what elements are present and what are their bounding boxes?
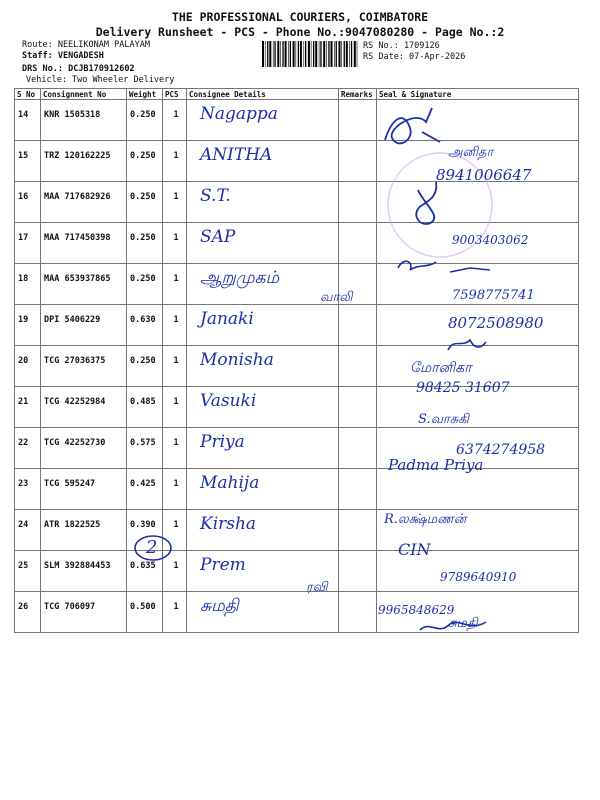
circled-number: 2 bbox=[146, 537, 158, 558]
cell-pcs: 1 bbox=[163, 469, 187, 510]
consignee-handwriting: Mahija bbox=[200, 473, 260, 493]
cell-weight: 0.390 bbox=[127, 510, 163, 551]
cell-pcs: 1 bbox=[163, 182, 187, 223]
cell-pcs: 1 bbox=[163, 223, 187, 264]
signature-row14 bbox=[385, 108, 440, 143]
consignee-handwriting: Vasuki bbox=[200, 391, 257, 411]
cell-consignment-no: KNR 1505318 bbox=[41, 100, 127, 141]
row23-signature: Padma Priya bbox=[388, 456, 484, 474]
cell-weight: 0.485 bbox=[127, 387, 163, 428]
cell-pcs: 1 bbox=[163, 551, 187, 592]
col-pcs: PCS bbox=[163, 89, 187, 100]
rs-date: RS Date: 07-Apr-2026 bbox=[363, 52, 466, 62]
cell-weight: 0.635 bbox=[127, 551, 163, 592]
col-signature: Seal & Signature bbox=[377, 89, 579, 100]
signature-row18 bbox=[398, 261, 490, 272]
col-consignment: Consignment No bbox=[41, 89, 127, 100]
cell-weight: 0.250 bbox=[127, 141, 163, 182]
cell-sno: 20 bbox=[15, 346, 41, 387]
row18-phone: 7598775741 bbox=[452, 288, 535, 303]
cell-consignment-no: TCG 706097 bbox=[41, 592, 127, 633]
row23-tamil-note: R.லக்ஷ்மணன் bbox=[384, 512, 467, 527]
runsheet-subtitle: Delivery Runsheet - PCS - Phone No.:9047080280 - Page No.:2 bbox=[95, 25, 505, 39]
cell-weight: 0.250 bbox=[127, 223, 163, 264]
drs-value: DCJB170912602 bbox=[68, 64, 135, 74]
cell-pcs: 1 bbox=[163, 592, 187, 633]
cell-weight: 0.500 bbox=[127, 592, 163, 633]
consignee-handwriting: சுமதி bbox=[200, 596, 239, 616]
cell-sno: 18 bbox=[15, 264, 41, 305]
cell-consignment-no: SLM 392884453 bbox=[41, 551, 127, 592]
signature-row16 bbox=[416, 182, 436, 224]
vehicle-text: Vehicle: Two Wheeler Delivery bbox=[26, 75, 175, 85]
cell-sno: 26 bbox=[15, 592, 41, 633]
row21-signature: S.வாசுகி bbox=[418, 412, 469, 427]
cell-pcs: 1 bbox=[163, 428, 187, 469]
cell-sno: 16 bbox=[15, 182, 41, 223]
cell-weight: 0.250 bbox=[127, 346, 163, 387]
row20-phone: 98425 31607 bbox=[416, 380, 510, 396]
signature-row19 bbox=[448, 340, 486, 350]
consignee-handwriting: ஆறுமுகம் bbox=[200, 268, 280, 288]
row17-phone: 9003403062 bbox=[452, 233, 529, 247]
cell-weight: 0.250 bbox=[127, 264, 163, 305]
row24-signature: CIN bbox=[398, 540, 431, 559]
cell-sno: 24 bbox=[15, 510, 41, 551]
cell-pcs: 1 bbox=[163, 510, 187, 551]
cell-sno: 23 bbox=[15, 469, 41, 510]
cell-pcs: 1 bbox=[163, 346, 187, 387]
consignee-handwriting: Prem bbox=[200, 555, 246, 575]
cell-consignment-no: ATR 1822525 bbox=[41, 510, 127, 551]
cell-weight: 0.630 bbox=[127, 305, 163, 346]
row15-tamil-note: அனிதா bbox=[448, 145, 494, 160]
cell-sno: 17 bbox=[15, 223, 41, 264]
row25-remark: ரவி bbox=[306, 580, 328, 595]
row20-tamil-note: மோனிகா bbox=[410, 360, 472, 376]
cell-consignment-no: TCG 42252984 bbox=[41, 387, 127, 428]
cell-pcs: 1 bbox=[163, 387, 187, 428]
cell-consignment-no: TCG 595247 bbox=[41, 469, 127, 510]
col-consignee: Consignee Details bbox=[187, 89, 339, 100]
consignee-handwriting: Nagappa bbox=[200, 104, 278, 124]
row19-phone: 8072508980 bbox=[448, 314, 544, 332]
cell-sno: 21 bbox=[15, 387, 41, 428]
cell-sno: 25 bbox=[15, 551, 41, 592]
cell-consignment-no: TCG 27036375 bbox=[41, 346, 127, 387]
row25-phone: 9789640910 bbox=[440, 570, 517, 584]
cell-consignment-no: TCG 42252730 bbox=[41, 428, 127, 469]
cell-pcs: 1 bbox=[163, 305, 187, 346]
cell-pcs: 1 bbox=[163, 100, 187, 141]
row26-tamil-note: சுமதி bbox=[448, 616, 478, 631]
company-title: THE PROFESSIONAL COURIERS, COIMBATORE bbox=[171, 10, 429, 24]
cell-consignment-no: MAA 717682926 bbox=[41, 182, 127, 223]
cell-consignment-no: MAA 717450398 bbox=[41, 223, 127, 264]
staff-value: VENGADESH bbox=[57, 51, 104, 61]
cell-sno: 22 bbox=[15, 428, 41, 469]
consignee-handwriting: Priya bbox=[200, 432, 245, 452]
col-sno: S No bbox=[15, 89, 41, 100]
consignee-handwriting: Janaki bbox=[200, 309, 254, 329]
staff-label: Staff: bbox=[22, 51, 53, 61]
consignee-handwriting: ANITHA bbox=[200, 145, 273, 165]
cell-consignment-no: DPI 5406229 bbox=[41, 305, 127, 346]
rs-no: RS No.: 1709126 bbox=[363, 41, 440, 51]
consignee-handwriting: SAP bbox=[200, 227, 236, 247]
consignee-handwriting: Kirsha bbox=[200, 514, 257, 534]
cell-weight: 0.250 bbox=[127, 182, 163, 223]
cell-weight: 0.425 bbox=[127, 469, 163, 510]
cell-pcs: 1 bbox=[163, 264, 187, 305]
cell-consignment-no: TRZ 120162225 bbox=[41, 141, 127, 182]
row22-phone: 6374274958 bbox=[456, 442, 546, 458]
consignee-handwriting: S.T. bbox=[200, 186, 231, 206]
col-remarks: Remarks bbox=[339, 89, 377, 100]
cell-pcs: 1 bbox=[163, 141, 187, 182]
row26-phone: 9965848629 bbox=[378, 603, 455, 617]
row15-phone: 8941006647 bbox=[436, 166, 532, 184]
row18-remark: வாலி bbox=[320, 290, 353, 305]
cell-weight: 0.250 bbox=[127, 100, 163, 141]
cell-sno: 14 bbox=[15, 100, 41, 141]
cell-sno: 19 bbox=[15, 305, 41, 346]
cell-consignment-no: MAA 653937865 bbox=[41, 264, 127, 305]
consignee-handwriting: Monisha bbox=[200, 350, 274, 370]
cell-weight: 0.575 bbox=[127, 428, 163, 469]
col-weight: Weight bbox=[127, 89, 163, 100]
cell-sno: 15 bbox=[15, 141, 41, 182]
drs-label: DRS No.: bbox=[22, 64, 63, 74]
route-text: Route: NEELIKONAM PALAYAM bbox=[22, 40, 150, 50]
